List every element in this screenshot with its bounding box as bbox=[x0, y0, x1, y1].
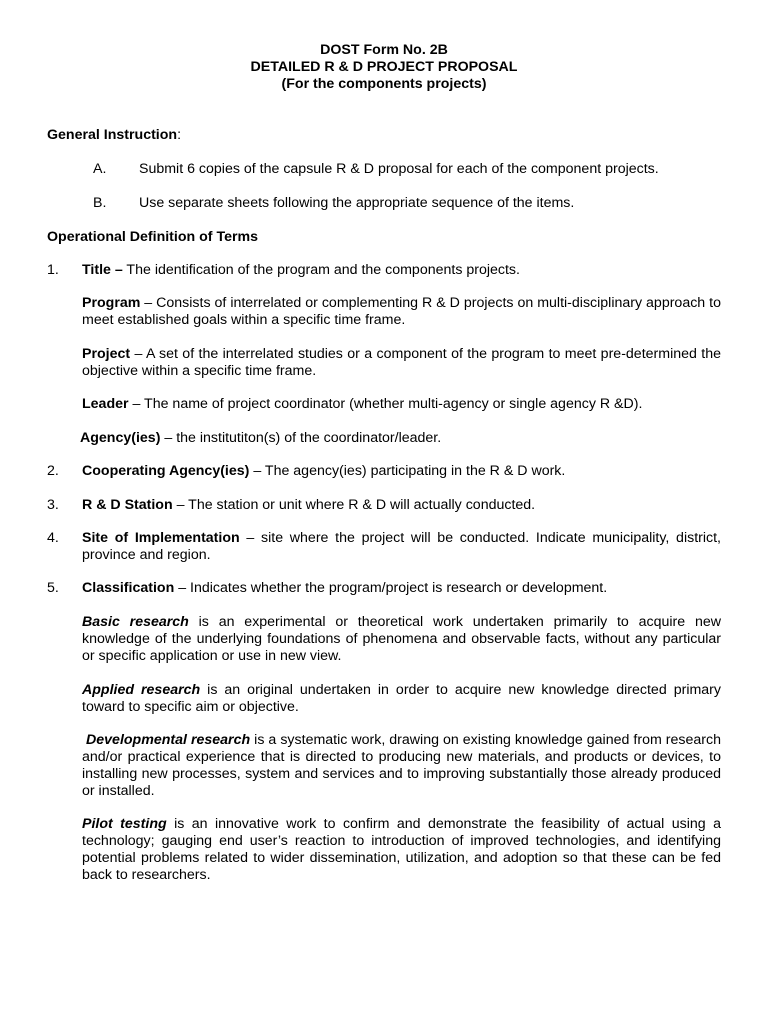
instruction-letter-b: B. bbox=[93, 195, 107, 211]
operational-heading: Operational Definition of Terms bbox=[47, 229, 258, 245]
definition-leader bbox=[82, 396, 721, 413]
document-title: DETAILED R & D PROJECT PROPOSAL bbox=[250, 59, 518, 75]
definition-applied-research bbox=[82, 682, 721, 716]
definition: – A set of the interrelated studies or a component of the program to meet pre-determined the objective within a specific time frame. bbox=[82, 346, 721, 379]
definition: is a systematic work, drawing on existing knowledge gained from research and/or practical experience that is directed to producing new materials, and products or devices, to installing new processes, system and services and to improving substantially those already produced or installed. bbox=[82, 732, 721, 799]
item-number: 1. bbox=[47, 262, 59, 278]
definition-agency bbox=[80, 430, 719, 447]
definition: is an innovative work to confirm and demonstrate the feasibility of actual using a technology; gauging end user’s reaction to introduction of improved technologies, and identifying potential problems related to wider dissemination, utilization, and adoption so that these can be fed back to researchers. bbox=[82, 816, 721, 883]
definition-classification bbox=[82, 580, 721, 597]
definition: The identification of the program and the components projects. bbox=[122, 262, 520, 278]
definition: – Indicates whether the program/project is research or development. bbox=[174, 580, 608, 596]
term: Developmental research bbox=[86, 732, 251, 748]
term: Title – bbox=[82, 262, 123, 278]
term: Program bbox=[82, 295, 141, 311]
definition: – The name of project coordinator (whether multi-agency or single agency R &D). bbox=[128, 396, 643, 412]
instruction-text-b: Use separate sheets following the appropriate sequence of the items. bbox=[139, 195, 575, 211]
definition-pilot-testing bbox=[82, 816, 721, 884]
item-number: 5. bbox=[47, 580, 59, 596]
document-subtitle: (For the components projects) bbox=[281, 76, 487, 92]
definition-program bbox=[82, 295, 721, 329]
term: Pilot testing bbox=[82, 816, 167, 832]
definition: – The station or unit where R & D will actually conducted. bbox=[172, 497, 536, 513]
definition-developmental-research bbox=[82, 732, 721, 800]
definition-title bbox=[82, 262, 721, 279]
term: Site of Implementation bbox=[82, 530, 240, 546]
term: Basic research bbox=[82, 614, 189, 630]
term: Applied research bbox=[82, 682, 201, 698]
term: R & D Station bbox=[82, 497, 173, 513]
definition: – the institutiton(s) of the coordinator/leader. bbox=[160, 430, 442, 446]
form-number: DOST Form No. 2B bbox=[320, 42, 448, 58]
definition-rd-station bbox=[82, 497, 721, 514]
term: Cooperating Agency(ies) bbox=[82, 463, 250, 479]
definition: is an original undertaken in order to acquire new knowledge directed primary toward to specific aim or objective. bbox=[82, 682, 721, 715]
instruction-text-a: Submit 6 copies of the capsule R & D proposal for each of the component projects. bbox=[139, 161, 659, 177]
item-number: 2. bbox=[47, 463, 59, 479]
term: Classification bbox=[82, 580, 175, 596]
definition: is an experimental or theoretical work undertaken primarily to acquire new knowledge of the underlying foundations of phenomena and observable facts, without any particular or specific application or use in new view. bbox=[82, 614, 722, 664]
definition-basic-research bbox=[82, 614, 721, 665]
item-number: 4. bbox=[47, 530, 59, 546]
term: Project bbox=[82, 346, 131, 362]
definition: – Consists of interrelated or complementing R & D projects on multi-disciplinary approach to meet established goals within a specific time frame. bbox=[82, 295, 721, 328]
instruction-letter-a: A. bbox=[93, 161, 107, 177]
general-instruction-heading: General Instruction: bbox=[47, 127, 182, 143]
item-number: 3. bbox=[47, 497, 59, 513]
definition-site bbox=[82, 530, 721, 564]
term: Leader bbox=[82, 396, 129, 412]
document-header bbox=[0, 42, 768, 93]
term: Agency(ies) bbox=[80, 430, 161, 446]
definition: – The agency(ies) participating in the R & D work. bbox=[249, 463, 566, 479]
definition-project bbox=[82, 346, 721, 380]
definition-cooperating-agency bbox=[82, 463, 721, 480]
definition: – site where the project will be conducted. Indicate municipality, district, province and region. bbox=[82, 530, 721, 563]
